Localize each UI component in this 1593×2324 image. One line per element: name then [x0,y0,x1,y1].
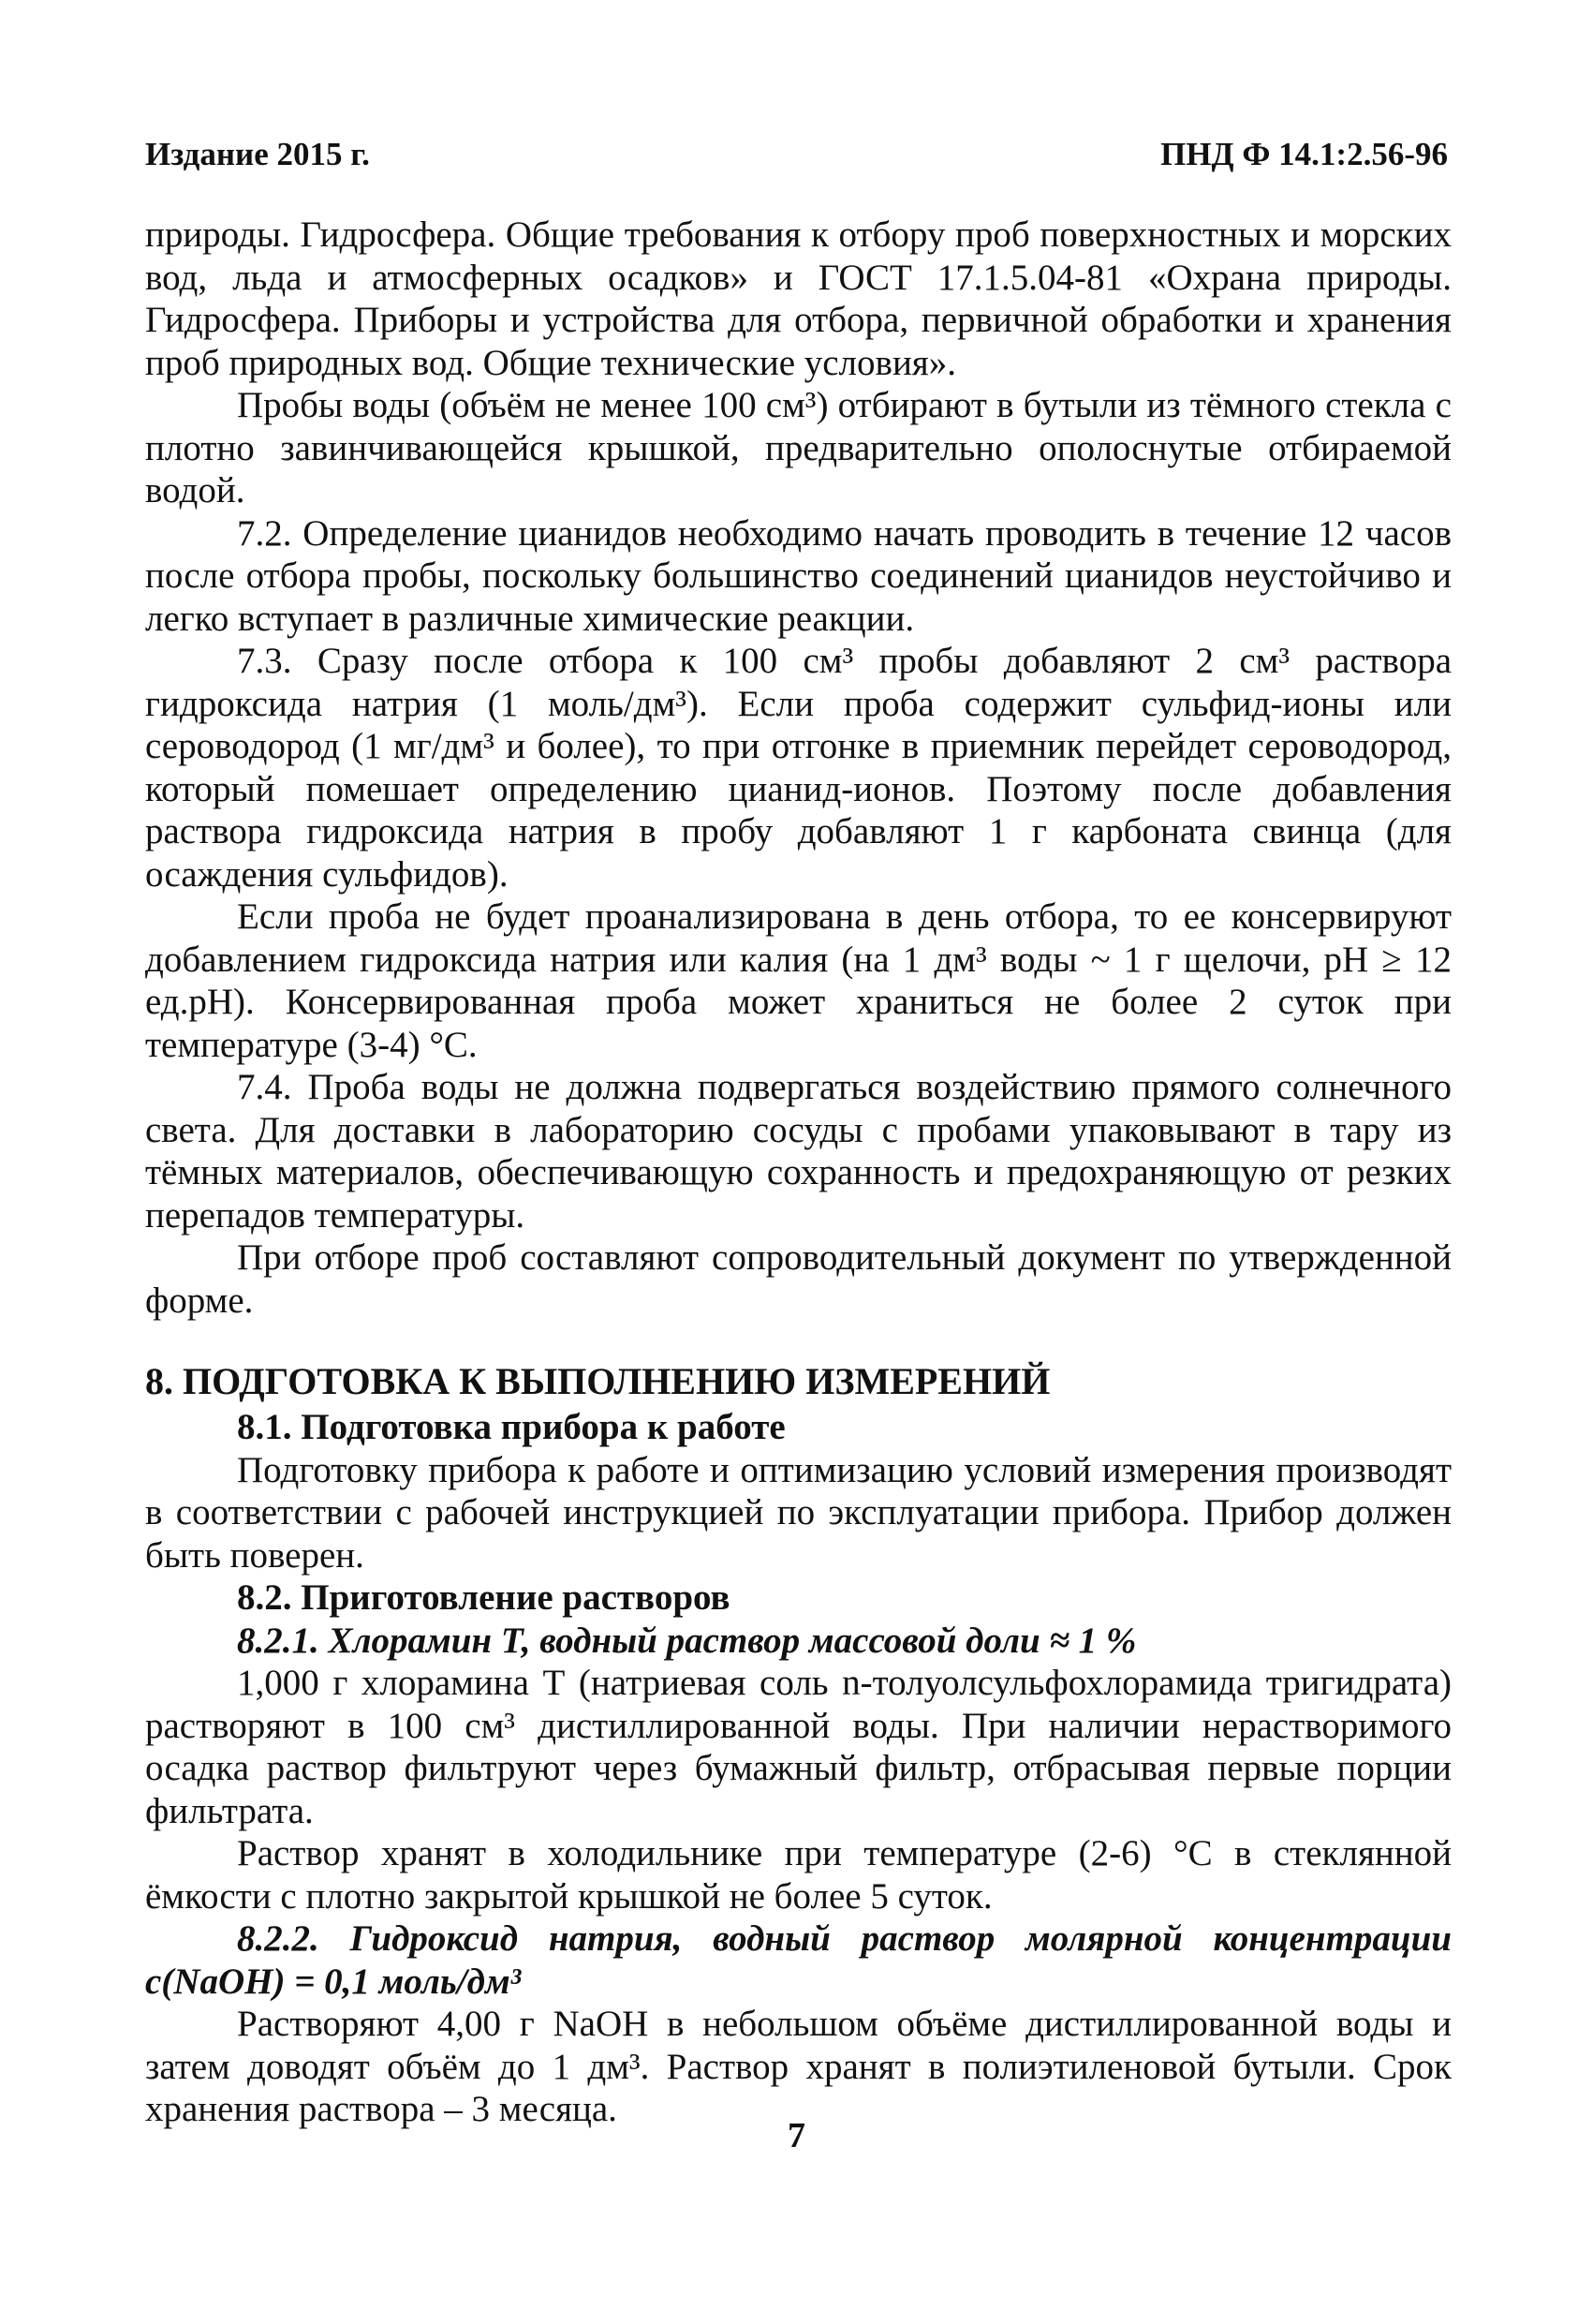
page-number: 7 [788,2116,805,2155]
page-header [145,136,1448,192]
subsubsection-heading: 8.2.2. Гидроксид натрия, водный раствор молярной концентрации c(NaOH) = 0,1 моль/дм³ [145,1918,1452,2002]
document-code: ПНД Ф 14.1:2.56-96 [1160,136,1448,172]
paragraph: 7.2. Определение цианидов необходимо начать проводить в течение 12 часов после отбора пробы, поскольку большинство соединений цианидов неустойчиво и легко вступает в различные химические реакции. [145,512,1452,639]
paragraph: Растворяют 4,00 г NaOH в небольшом объёме дистиллированной воды и затем доводят объём до 1 дм³. Раствор хранят в полиэтиленовой бутыли. Срок хранения раствора – 3 месяца. [145,2004,1452,2129]
paragraph: Подготовку прибора к работе и оптимизацию условий измерения производят в соответствии с рабочей инструкцией по эксплуатации прибора. Прибор должен быть поверен. [145,1449,1452,1576]
paragraph: 7.4. Проба воды не должна подвергаться воздействию прямого солнечного света. Для доставки в лабораторию сосуды с пробами упаковывают в тару из тёмных материалов, обеспечивающую сохранность и предохраняющую от резких перепадов температуры. [145,1067,1452,1236]
subsubsection-heading: 8.2.1. Хлорамин Т, водный раствор массовой доли ≈ 1 % [237,1620,1137,1661]
paragraph: Пробы воды (объём не менее 100 см³) отбирают в бутыли из тёмного стекла с плотно завинчивающейся крышкой, предварительно ополоснутые отбираемой водой. [145,385,1452,511]
paragraph: 1,000 г хлорамина Т (натриевая соль n-толуолсульфохлорамида тригидрата) растворяют в 100 см³ дистиллированной воды. При наличии нерастворимого осадка раствор фильтруют через бумажный фильтр, отбрасывая первые порции фильтрата. [145,1663,1452,1831]
page-body [145,214,1452,2131]
paragraph: Раствор хранят в холодильнике при температуре (2-6) °С в стеклянной ёмкости с плотно закрытой крышкой не более 5 суток. [145,1833,1452,1917]
paragraph: Если проба не будет проанализирована в день отбора, то ее консервируют добавлением гидроксида натрия или калия (на 1 дм³ воды ~ 1 г щелочи, pH ≥ 12 ед.pH). Консервированная проба может храниться не более 2 суток при температуре (3-4) °С. [145,896,1452,1065]
paragraph: 7.3. Сразу после отбора к 100 см³ пробы добавляют 2 см³ раствора гидроксида натрия (1 моль/дм³). Если проба содержит сульфид-ионы или сероводород (1 мг/дм³ и более), то при отгонке в приемник перейдет сероводород, который помешает определению цианид-ионов. Поэтому после добавления раствора гидроксида натрия в пробу добавляют 1 г карбоната свинца (для осаждения сульфидов). [145,641,1452,895]
subsection-heading: 8.1. Подготовка прибора к работе [237,1407,786,1447]
subsection-heading: 8.2. Приготовление растворов [237,1577,730,1618]
edition-label: Издание 2015 г. [145,136,370,172]
paragraph: природы. Гидросфера. Общие требования к отбору проб поверхностных и морских вод, льда и атмосферных осадков» и ГОСТ 17.1.5.04-81 «Охрана природы. Гидросфера. Приборы и устройства для отбора, первичной обработки и хранения проб природных вод. Общие технические условия». [145,215,1452,383]
paragraph: При отборе проб составляют сопроводительный документ по утвержденной форме. [145,1237,1452,1321]
section-heading: 8. ПОДГОТОВКА К ВЫПОЛНЕНИЮ ИЗМЕРЕНИЙ [145,1360,1051,1402]
